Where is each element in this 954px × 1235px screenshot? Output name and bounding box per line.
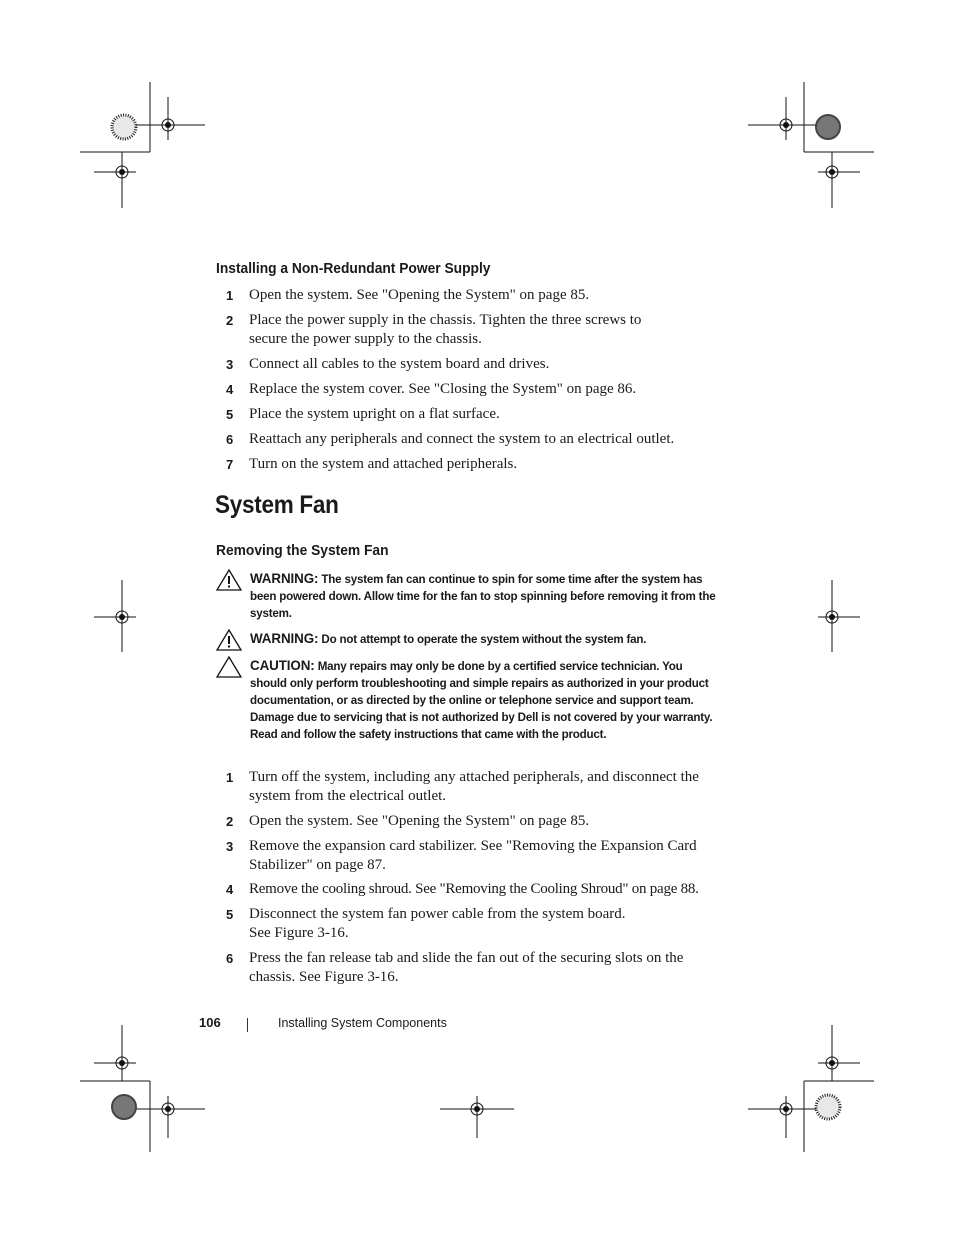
chapter-title: System Fan (215, 491, 339, 519)
step-text: Disconnect the system fan power cable from the system board. See Figure 3-16. (249, 906, 626, 941)
note-text: Many repairs may only be done by a certified service technician. You should only perform troubleshooting and simple repairs as authorized in your product documentation, or as directed by the online or telephone service and support team. Damage due to servicing that is not authorized by Dell is not covered by your warranty. Read and follow the safety instructions that came with the product. (250, 660, 713, 741)
warning-triangle-icon (216, 569, 242, 591)
step-text: Connect all cables to the system board and drives. (249, 356, 550, 372)
page-number: 106 (199, 1015, 221, 1030)
step-number: 3 (226, 839, 234, 854)
step-text: Press the fan release tab and slide the fan out of the securing slots on the chassis. See Figure 3-16. (249, 950, 684, 985)
step-text: Remove the cooling shroud. See "Removing the Cooling Shroud" on page 88. (249, 881, 699, 897)
note-text: Do not attempt to operate the system without the system fan. (321, 633, 647, 646)
step-number: 7 (226, 457, 234, 472)
step-number: 5 (226, 407, 234, 422)
note-body (250, 657, 720, 743)
step-number: 1 (226, 288, 234, 303)
step-text: Open the system. See "Opening the System" on page 85. (249, 813, 590, 829)
section-heading-install-psu: Installing a Non-Redundant Power Supply (216, 260, 491, 277)
step-number: 4 (226, 382, 234, 397)
section-heading-remove-fan: Removing the System Fan (216, 542, 389, 559)
step-number: 2 (226, 313, 234, 328)
step-text: Remove the expansion card stabilizer. See "Removing the Expansion Card Stabilizer" on page 87. (249, 838, 697, 873)
step-number: 4 (226, 882, 234, 897)
footer-chapter-title: Installing System Components (278, 1016, 447, 1030)
step-text: Turn off the system, including any attached peripherals, and disconnect the system from the electrical outlet. (249, 769, 699, 804)
step-number: 1 (226, 770, 234, 785)
note-label: WARNING: (250, 571, 319, 586)
step-text: Open the system. See "Opening the System" on page 85. (249, 287, 590, 303)
note-label: CAUTION: (250, 658, 315, 673)
note-label: WARNING: (250, 631, 319, 646)
step-number: 6 (226, 951, 234, 966)
step-number: 6 (226, 432, 234, 447)
step-text: Place the power supply in the chassis. Tighten the three screws to secure the power supply to the chassis. (249, 312, 642, 347)
note-body (250, 570, 720, 622)
note-body (250, 630, 720, 648)
step-text: Place the system upright on a flat surface. (249, 406, 500, 422)
note-text: The system fan can continue to spin for some time after the system has been powered down. Allow time for the fan to stop spinning before removing it from the system. (250, 573, 716, 620)
step-number: 5 (226, 907, 234, 922)
warning-triangle-icon (216, 629, 242, 651)
step-text: Replace the system cover. See "Closing the System" on page 86. (249, 381, 637, 397)
step-text: Reattach any peripherals and connect the system to an electrical outlet. (249, 431, 675, 447)
step-text: Turn on the system and attached peripherals. (249, 456, 518, 472)
step-number: 2 (226, 814, 234, 829)
caution-triangle-icon (216, 656, 242, 678)
footer-divider (247, 1018, 248, 1032)
step-number: 3 (226, 357, 234, 372)
